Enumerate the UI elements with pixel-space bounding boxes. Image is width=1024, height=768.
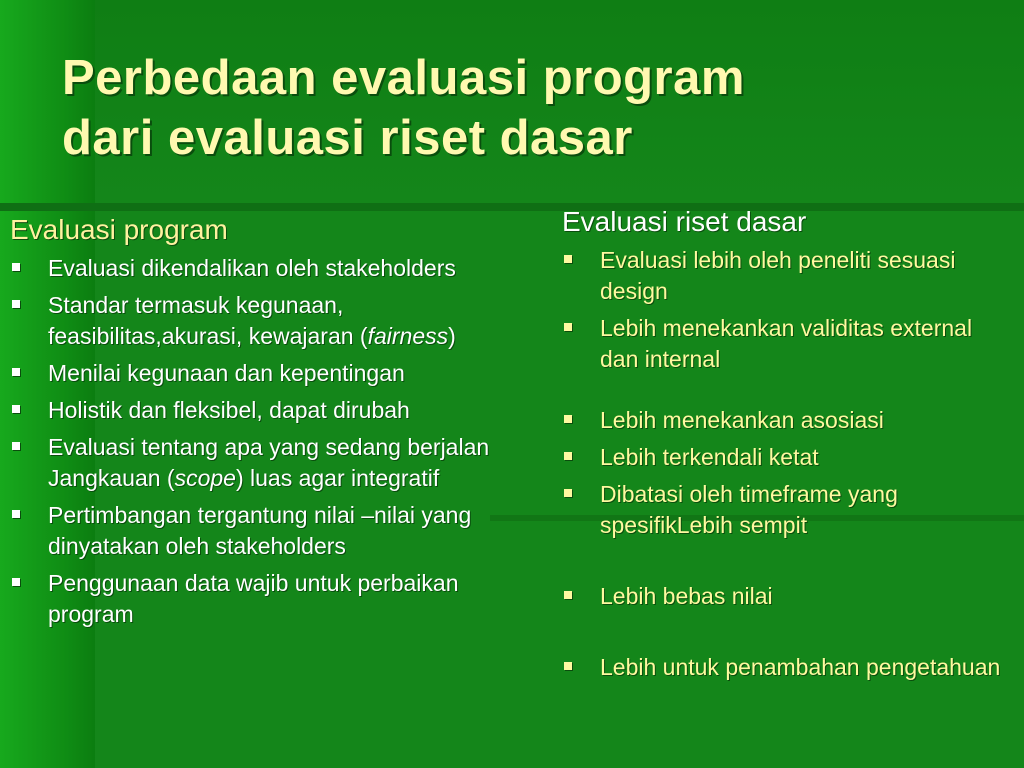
left-column-heading: Evaluasi program [10,214,228,245]
right-list-item [562,581,1002,612]
left-item-text: Evaluasi tentang apa yang sedang berjalan Jangkauan ( [48,434,490,491]
square-bullet-icon [564,323,572,331]
right-item-text: Dibatasi oleh timeframe yang spesifikLebih sempit [600,481,898,538]
right-item-text: Lebih menekankan validitas external dan internal [600,315,973,372]
square-bullet-icon [12,368,20,376]
right-item-text: Lebih menekankan asosiasi [600,407,884,433]
right-item-text: Evaluasi lebih oleh peneliti sesuasi design [600,247,956,304]
right-bullet-list [562,245,1002,683]
square-bullet-icon [12,300,20,308]
square-bullet-icon [12,510,20,518]
square-bullet-icon [564,415,572,423]
left-item-text: Penggunaan data wajib untuk perbaikan program [48,570,459,627]
title-line-1: Perbedaan evaluasi program [62,51,745,105]
left-list-item [10,253,515,284]
right-list-item [562,405,1002,436]
right-column-heading: Evaluasi riset dasar [562,206,807,237]
left-item-text-end: ) [448,323,456,349]
square-bullet-icon [12,405,20,413]
left-item-emphasis: fairness [367,323,449,349]
square-bullet-icon [12,442,20,450]
right-list-item [562,313,1002,375]
left-list-item [10,568,515,630]
right-list-item [562,245,1002,307]
left-list-item [10,395,515,426]
left-item-text: Holistik dan fleksibel, dapat dirubah [48,397,410,423]
slide-title [62,48,1002,168]
square-bullet-icon [12,578,20,586]
right-item-text: Lebih terkendali ketat [600,444,819,470]
square-bullet-icon [564,255,572,263]
left-item-text-end: ) luas agar integratif [235,465,440,491]
left-item-text: Evaluasi dikendalikan oleh stakeholders [48,255,456,281]
left-list-item [10,500,515,562]
left-column [10,205,515,636]
left-item-text: Menilai kegunaan dan kepentingan [48,360,405,386]
left-list-item [10,290,515,352]
left-list-item [10,358,515,389]
square-bullet-icon [564,452,572,460]
square-bullet-icon [564,591,572,599]
left-bullet-list [10,253,515,630]
square-bullet-icon [564,489,572,497]
left-item-emphasis: scope [174,465,236,491]
right-list-item [562,652,1002,683]
square-bullet-icon [12,263,20,271]
right-column [562,205,1002,689]
title-line-2: dari evaluasi riset dasar [62,111,633,165]
right-item-text: Lebih bebas nilai [600,583,773,609]
left-list-item [10,432,515,494]
square-bullet-icon [564,662,572,670]
right-list-item [562,442,1002,473]
left-item-text: Standar termasuk kegunaan, feasibilitas,akurasi, kewajaran ( [48,292,368,349]
left-item-text: Pertimbangan tergantung nilai –nilai yang dinyatakan oleh stakeholders [48,502,472,559]
right-item-text: Lebih untuk penambahan pengetahuan [600,654,1001,680]
right-list-item [562,479,1002,541]
